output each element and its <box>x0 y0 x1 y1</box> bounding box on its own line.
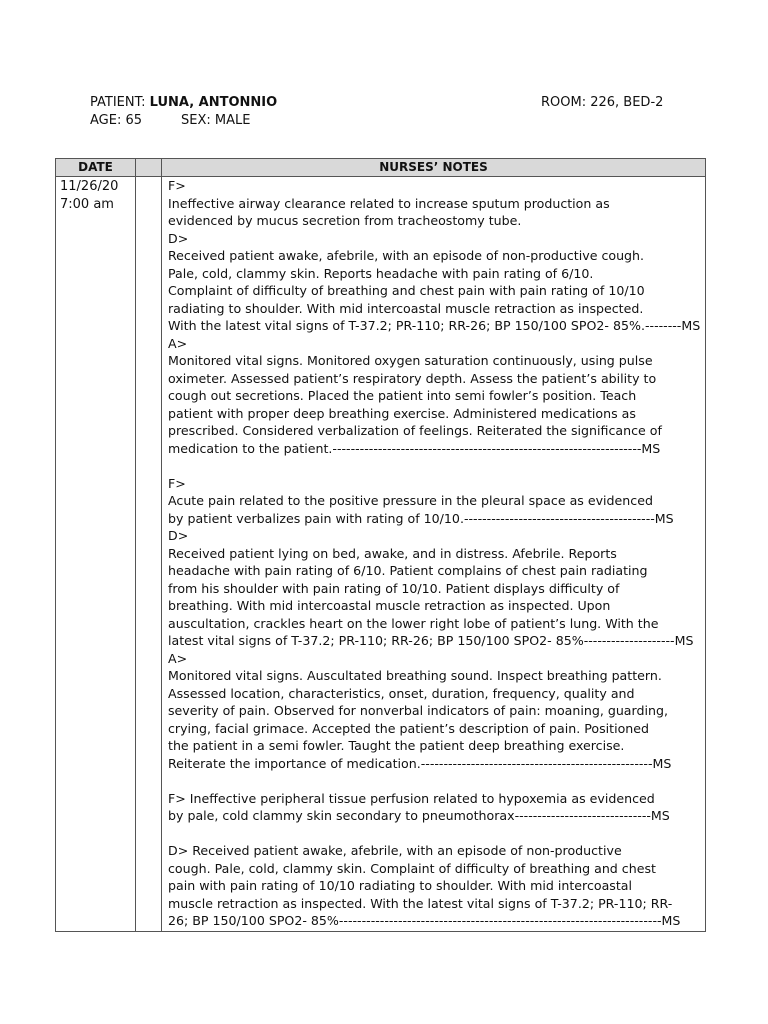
note-line: oximeter. Assessed patient’s respiratory depth. Assess the patient’s ability to <box>168 370 657 386</box>
note-line: Ineffective airway clearance related to increase sputum production as <box>168 195 610 211</box>
note-line: medication to the patient.--------------------------------------------------------------------MS <box>168 440 661 456</box>
blank-cell <box>136 177 162 932</box>
note-line: Pale, cold, clammy skin. Reports headache with pain rating of 6/10. <box>168 265 594 281</box>
note-line: 26; BP 150/100 SPO2- 85%-----------------------------------------------------------------------MS <box>168 913 681 928</box>
patient-name: LUNA, ANTONNIO <box>149 95 278 110</box>
patient-label: PATIENT: <box>90 95 150 110</box>
note-line: Reiterate the importance of medication.---------------------------------------------------MS <box>168 755 672 771</box>
patient-sex: SEX: MALE <box>181 113 251 128</box>
note-line: radiating to shoulder. With mid intercoastal muscle retraction as inspected. <box>168 300 644 316</box>
note-line: Complaint of difficulty of breathing and chest pain with pain rating of 10/10 <box>168 283 645 298</box>
note-line: With the latest vital signs of T-37.2; PR-110; RR-26; BP 150/100 SPO2- 85%.--------MS <box>168 318 700 333</box>
note-line: latest vital signs of T-37.2; PR-110; RR-26; BP 150/100 SPO2- 85%--------------------MS <box>168 633 694 648</box>
note-line: Monitored vital signs. Auscultated breathing sound. Inspect breathing pattern. <box>168 668 662 683</box>
table-header-row <box>56 159 706 177</box>
note-line: crying, facial grimace. Accepted the patient’s description of pain. Positioned <box>168 720 650 736</box>
note-line: headache with pain rating of 6/10. Patient complains of chest pain radiating <box>168 563 648 578</box>
note-line: breathing. With mid intercoastal muscle retraction as inspected. Upon <box>168 598 611 613</box>
note-line: patient with proper deep breathing exercise. Administered medications as <box>168 405 636 421</box>
note-line: Monitored vital signs. Monitored oxygen saturation continuously, using pulse <box>168 353 653 368</box>
date-column-header: DATE <box>56 159 136 177</box>
room-bed: ROOM: 226, BED-2 <box>541 95 664 110</box>
note-line: cough. Pale, cold, clammy skin. Complaint of difficulty of breathing and chest <box>168 860 656 876</box>
note-line: Received patient lying on bed, awake, and in distress. Afebrile. Reports <box>168 545 617 561</box>
note-line: D> Received patient awake, afebrile, with an episode of non-productive <box>168 843 622 858</box>
nurses-notes-table <box>55 158 706 932</box>
note-line: D> <box>168 230 189 246</box>
note-line: prescribed. Considered verbalization of feelings. Reiterated the significance of <box>168 423 662 438</box>
note-line: Received patient awake, afebrile, with an episode of non-productive cough. <box>168 248 645 263</box>
focus-tissue-perfusion <box>168 790 700 825</box>
date-cell <box>56 177 136 932</box>
note-line: severity of pain. Observed for nonverbal indicators of pain: moaning, guarding, <box>168 703 668 718</box>
note-line: Assessed location, characteristics, onset, duration, frequency, quality and <box>168 685 635 701</box>
note-line: by patient verbalizes pain with rating of 10/10.------------------------------------------MS <box>168 510 674 526</box>
focus-airway-clearance <box>168 177 700 457</box>
notes-column-header: NURSES’ NOTES <box>162 159 706 177</box>
spacer <box>168 825 700 843</box>
note-line: auscultation, crackles heart on the lower right lobe of patient’s lung. With the <box>168 615 659 631</box>
note-line: muscle retraction as inspected. With the latest vital signs of T-37.2; PR-110; RR- <box>168 895 673 911</box>
note-line: from his shoulder with pain rating of 10/10. Patient displays difficulty of <box>168 580 620 596</box>
focus-acute-pain <box>168 475 700 773</box>
note-line: A> <box>168 335 188 351</box>
note-line: F> <box>168 178 186 193</box>
note-line: F> <box>168 475 186 491</box>
note-line: the patient in a semi fowler. Taught the patient deep breathing exercise. <box>168 738 625 753</box>
entry-time: 7:00 am <box>60 197 114 212</box>
blank-column-header <box>136 159 162 177</box>
note-line: F> Ineffective peripheral tissue perfusion related to hypoxemia as evidenced <box>168 790 655 806</box>
note-line: D> <box>168 528 189 543</box>
patient-age: AGE: 65 <box>90 113 143 128</box>
notes-cell <box>162 177 706 932</box>
note-line: pain with pain rating of 10/10 radiating to shoulder. With mid intercoastal <box>168 878 633 893</box>
table-row <box>56 177 706 932</box>
spacer <box>168 772 700 790</box>
note-line: cough out secretions. Placed the patient into semi fowler’s position. Teach <box>168 388 637 403</box>
spacer <box>168 457 700 475</box>
note-line: A> <box>168 650 188 666</box>
patient-line <box>90 94 277 111</box>
entry-date: 11/26/20 <box>60 179 119 194</box>
note-line: by pale, cold clammy skin secondary to pneumothorax------------------------------MS <box>168 808 670 823</box>
note-line: Acute pain related to the positive pressure in the pleural space as evidenced <box>168 493 653 508</box>
note-line: evidenced by mucus secretion from tracheostomy tube. <box>168 213 522 228</box>
data-assessment <box>168 842 700 930</box>
